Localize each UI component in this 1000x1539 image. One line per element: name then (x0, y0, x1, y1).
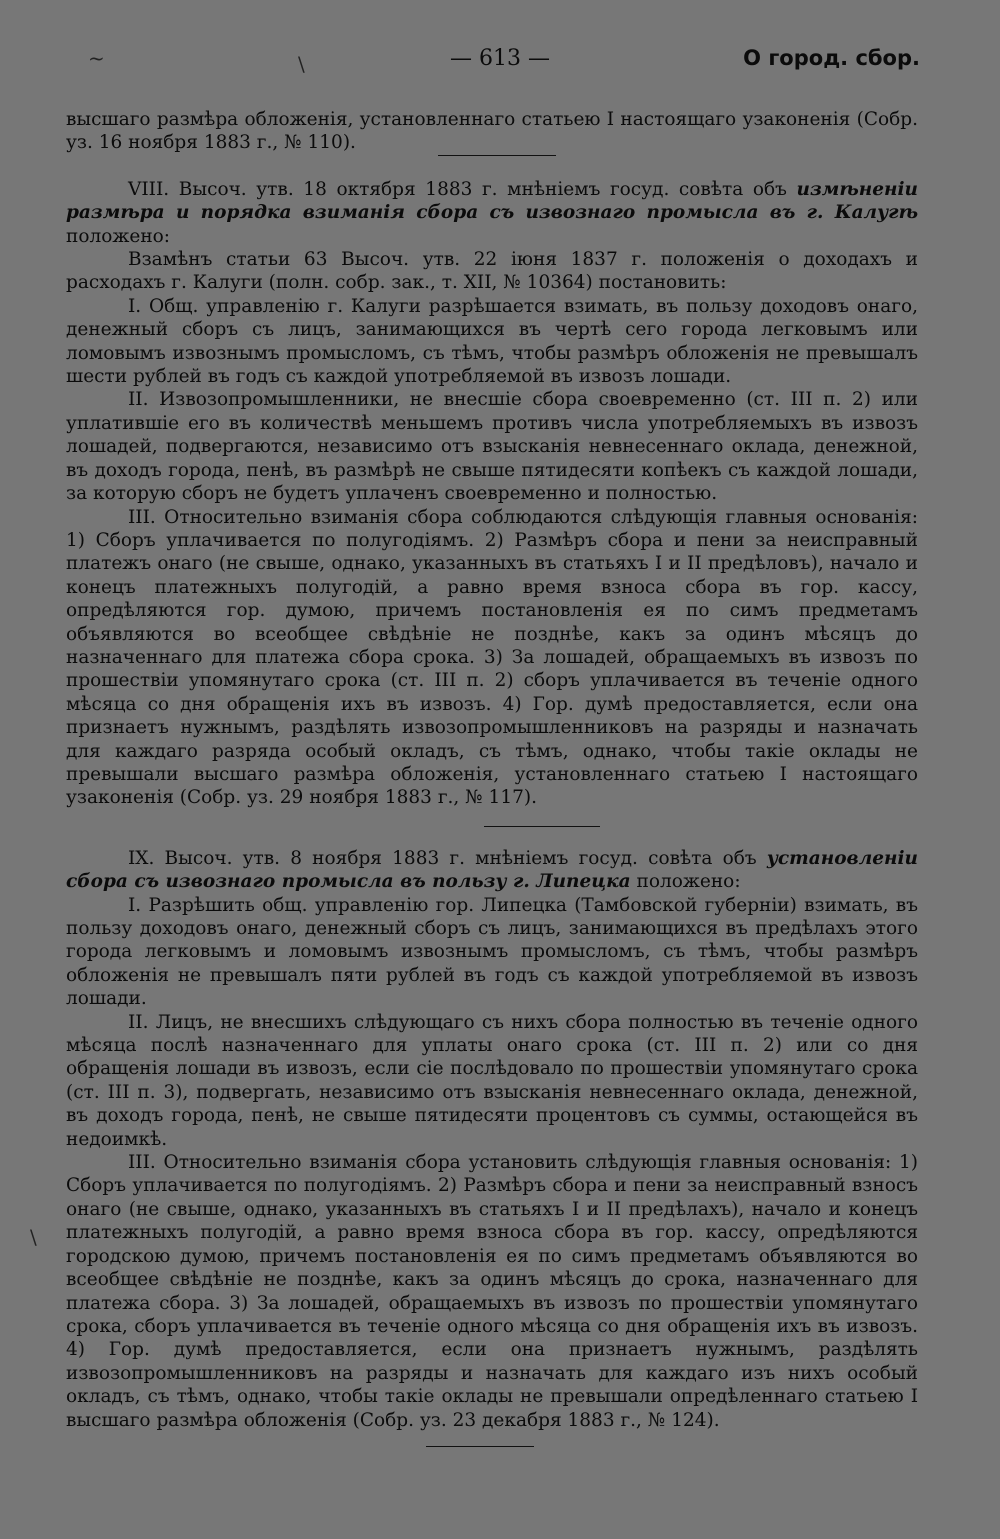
page-header (0, 46, 1000, 80)
article-3: III. Относительно взиманія сбора установить слѣдующія главныя основанія: 1) Сборъ уплачивается по полугодіямъ. 2) Размѣръ сбора и пени за неисправный взносъ онаго (не свыше, однако, указанныхъ въ статьяхъ I и II предѣлахъ), начало и конецъ платежныхъ полугодій, а равно время взноса сбора въ гор. кассу, опредѣляются городскою думою, причемъ постановленія ея по симъ предметамъ объявляются во всеобщее свѣдѣніе не позднѣе, какъ за одинъ мѣсяцъ до срока, назначеннаго для платежа сбора. 3) За лошадей, обращаемыхъ въ извозъ по прошествіи упомянутаго срока, сборъ уплачивается въ теченіе одного мѣсяца со дня обращенія ихъ въ извозъ. 4) Гор. думѣ предоставляется, если она признаетъ нужнымъ, раздѣлять извозопромышленниковъ на разряды и назначать для каждаго изъ нихъ особый окладъ, съ тѣмъ, однако, чтобы такіе оклады не превышали опредѣленнаго статьею I высшаго размѣра обложенія (Собр. уз. 23 декабря 1883 г., № 124). (66, 1152, 918, 1431)
section-divider (426, 1446, 534, 1447)
running-title: О город. сбор. (743, 46, 920, 70)
article-1: I. Общ. управленію г. Калуги разрѣшается взимать, въ пользу доходовъ онаго, денежный сборъ съ лицъ, занимающихся въ чертѣ сего города легковымъ или ломовымъ извознымъ промысломъ, съ тѣмъ, чтобы размѣръ обложенія не превышалъ шести рублей въ годъ съ каждой употребляемой въ извозъ лошади. (66, 295, 918, 388)
section-subject: установленіи сбора съ извознаго промысла въ пользу г. Липецка (66, 847, 918, 893)
article-3: III. Относительно взиманія сбора соблюдаются слѣдующія главныя основанія: 1) Сборъ уплачивается по полугодіямъ. 2) Размѣръ сбора и пени за неисправный платежъ онаго (не свыше, однако, указанныхъ въ статьяхъ I и II предѣловъ), начало и конецъ платежныхъ полугодій, а равно время взноса сбора въ гор. кассу, опредѣляются гор. думою, причемъ постановленія ея по симъ предметамъ объявляются во всеобщее свѣдѣніе не позднѣе, какъ за одинъ мѣсяцъ до назначеннаго для платежа сбора срока. 3) За лошадей, обращаемыхъ въ извозъ по прошествіи упомянутаго срока (ст. III п. 2) сборъ уплачивается въ теченіе одного мѣсяца со дня обращенія ихъ въ извозъ. 4) Гор. думѣ предоставляется, если она признаетъ нужнымъ, раздѣлять извозопромышленниковъ на разряды и назначать для каждаго разряда особый окладъ, съ тѣмъ, однако, чтобы такіе оклады не превышали высшаго размѣра обложенія, установленнаго статьею I настоящаго узаконенія (Собр. уз. 29 ноября 1883 г., № 117). (66, 506, 918, 809)
scan-mark: ~ (88, 46, 105, 70)
article-2: II. Извозопромышленники, не внесшіе сбора своевременно (ст. III п. 2) или уплатившіе его въ количествѣ меньшемъ противъ числа употребляемыхъ въ извозъ лошадей, подвергаются, независимо отъ взысканія невнесеннаго оклада, денежной, въ доходъ города, пенѣ, въ размѣрѣ не свыше пятидесяти копѣекъ съ каждой лошади, за которую сборъ не будетъ уплаченъ своевременно и полностью. (66, 389, 918, 505)
scan-mark: \ (30, 1225, 37, 1249)
section-subject: измѣненіи размѣра и порядка взиманія сбора съ извознаго промысла въ г. Калугѣ (66, 178, 918, 224)
article-1: I. Разрѣшить общ. управленію гор. Липецка (Тамбовской губерніи) взимать, въ пользу доходовъ онаго, денежный сборъ съ лицъ, занимающихся въ предѣлахъ этого города легковымъ и ломовымъ извознымъ промысломъ, съ тѣмъ, чтобы размѣръ обложенія не превышалъ пяти рублей въ годъ съ каждой употребляемой въ извозъ лошади. (66, 894, 918, 1010)
continued-paragraph: высшаго размѣра обложенія, установленнаго статьею I настоящаго узаконенія (Собр. уз. 16 ноября 1883 г., № 110). (66, 109, 918, 154)
section-heading: IX. Высоч. утв. 8 ноября 1883 г. мнѣніемъ госуд. совѣта объ установленіи сбора съ извознаго промысла въ пользу г. Липецка положено: (66, 847, 918, 893)
section-9 (66, 847, 918, 1432)
section-heading: VIII. Высоч. утв. 18 октября 1883 г. мнѣніемъ госуд. совѣта объ измѣненіи размѣра и порядка взиманія сбора съ извознаго промысла въ г. Калугѣ положено: (66, 178, 918, 247)
page-number: — 613 — (450, 46, 550, 71)
section-8 (66, 178, 918, 810)
page-body (66, 108, 918, 1447)
article-2: II. Лицъ, не внесшихъ слѣдующаго съ нихъ сбора полностью въ теченіе одного мѣсяца послѣ назначеннаго для уплаты онаго срока (ст. III п. 2) или со дня обращенія лошади въ извозъ, если сіе послѣдовало по прошествіи упомянутаго срока (ст. III п. 3), подвергать, независимо отъ взысканія невнесеннаго оклада, денежной, въ доходъ города, пенѣ, не свыше пятидесяти процентовъ съ суммы, остающейся въ недоимкѣ. (66, 1011, 918, 1150)
scan-mark: \ (298, 52, 305, 76)
paragraph: Взамѣнъ статьи 63 Высоч. утв. 22 іюня 1837 г. положенія о доходахъ и расходахъ г. Калуги (полн. собр. зак., т. XII, № 10364) постановить: (66, 249, 918, 294)
